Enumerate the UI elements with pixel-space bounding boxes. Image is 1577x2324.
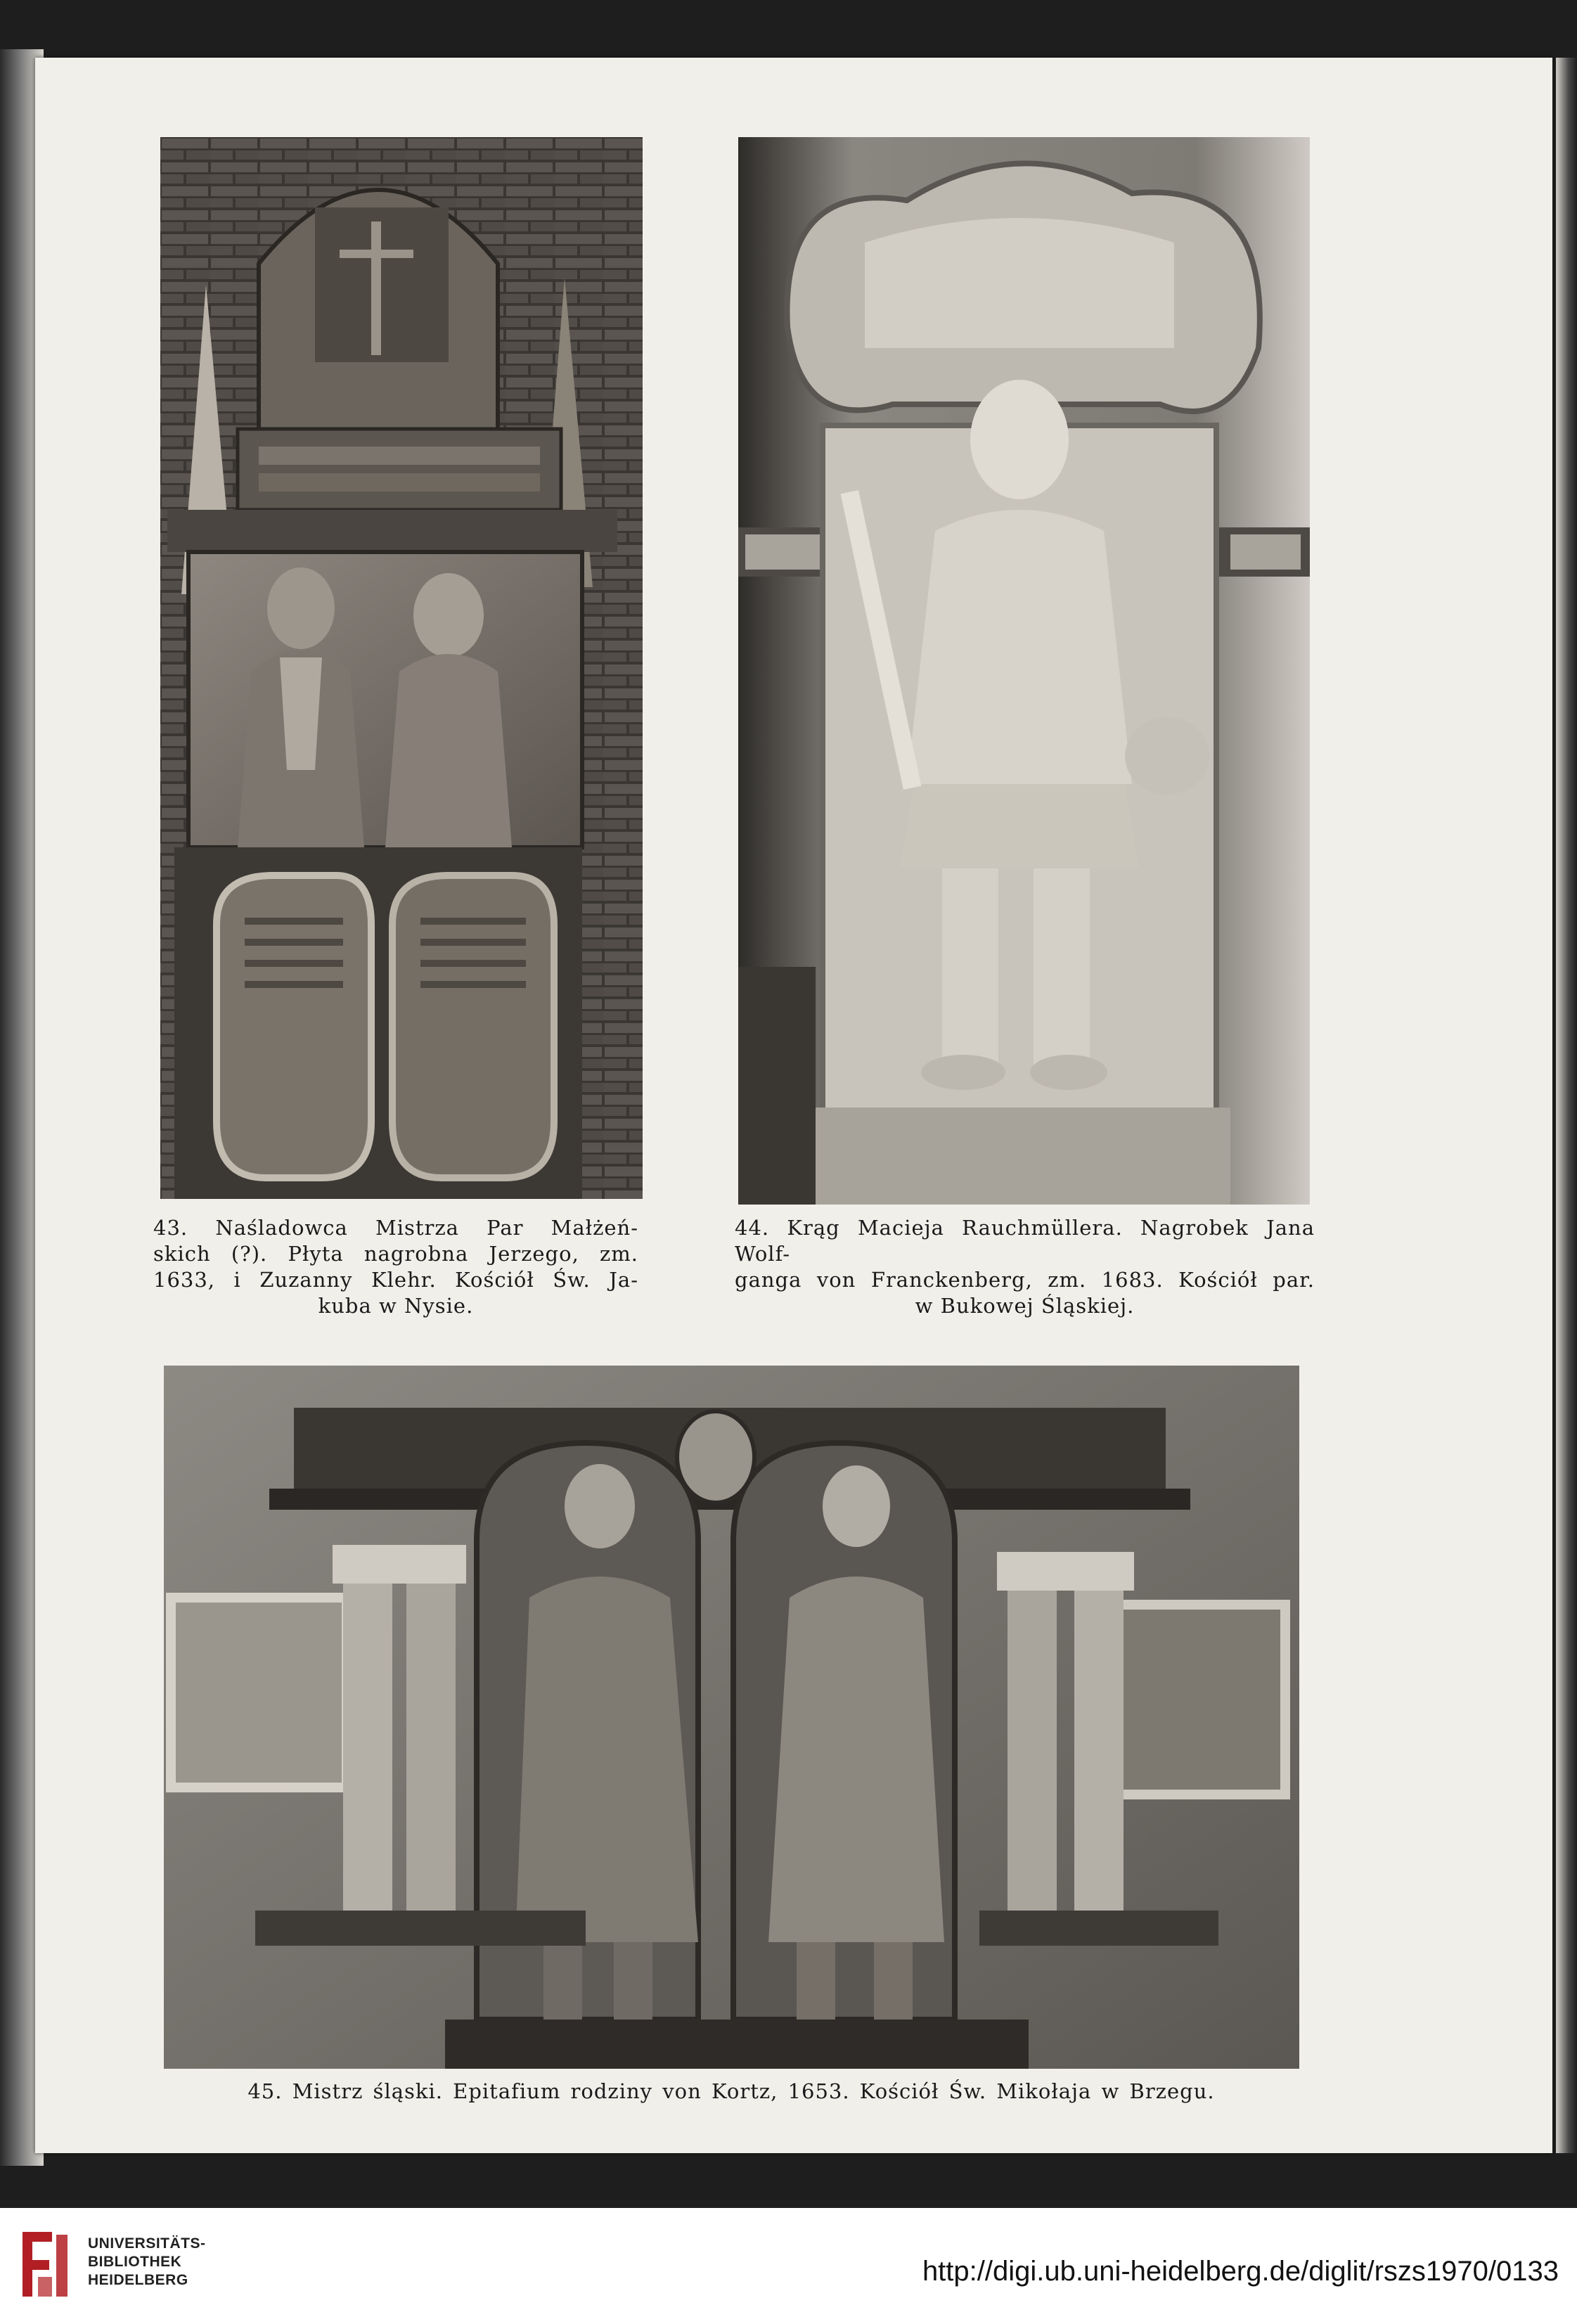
right-page-edge xyxy=(1556,58,1577,2153)
caption-fig43-line-2: skich (?). Płyta nagrobna Jerzego, zm. xyxy=(153,1242,638,1266)
photo-fig44-tombstone xyxy=(738,137,1310,1205)
library-name-line-1: UNIVERSITÄTS- xyxy=(88,2235,206,2252)
caption-fig43 xyxy=(153,1215,638,1319)
library-logo-icon xyxy=(17,2225,73,2304)
library-name xyxy=(88,2235,206,2290)
caption-fig45-line-1: 45. Mistrz śląski. Epitafium rodziny von Kortz, 1653. Kościół Św. Mikołaja w Brzegu. xyxy=(247,2079,1215,2103)
caption-fig44 xyxy=(735,1215,1315,1319)
caption-fig43-line-4: kuba w Nysie. xyxy=(318,1294,474,1318)
caption-fig44-line-2: ganga von Franckenberg, zm. 1683. Kościół par. xyxy=(735,1268,1315,1292)
caption-fig44-line-1: 44. Krąg Macieja Rauchmüllera. Nagrobek Jana Wolf- xyxy=(735,1216,1315,1266)
library-name-line-3: HEIDELBERG xyxy=(88,2272,188,2288)
photo-fig43-tomb-slab xyxy=(160,137,643,1199)
book-page xyxy=(35,58,1552,2153)
footer-bar xyxy=(0,2208,1577,2324)
photo-fig45-epitaph xyxy=(164,1366,1299,2069)
epitaph-illustration xyxy=(164,1366,1299,2069)
caption-fig44-line-3: w Bukowej Śląskiej. xyxy=(915,1294,1135,1318)
source-url-link[interactable]: http://digi.ub.uni-heidelberg.de/diglit/rszs1970/0133 xyxy=(922,2256,1559,2287)
caption-fig45 xyxy=(204,2079,1259,2105)
tomb-slab-illustration xyxy=(160,137,643,1199)
library-name-line-2: BIBLIOTHEK xyxy=(88,2254,182,2270)
caption-fig43-line-3: 1633, i Zuzanny Klehr. Kościół Św. Ja- xyxy=(153,1268,638,1292)
caption-fig43-line-1: 43. Naśladowca Mistrza Par Małżeń- xyxy=(153,1216,638,1240)
tombstone-illustration xyxy=(738,137,1310,1205)
